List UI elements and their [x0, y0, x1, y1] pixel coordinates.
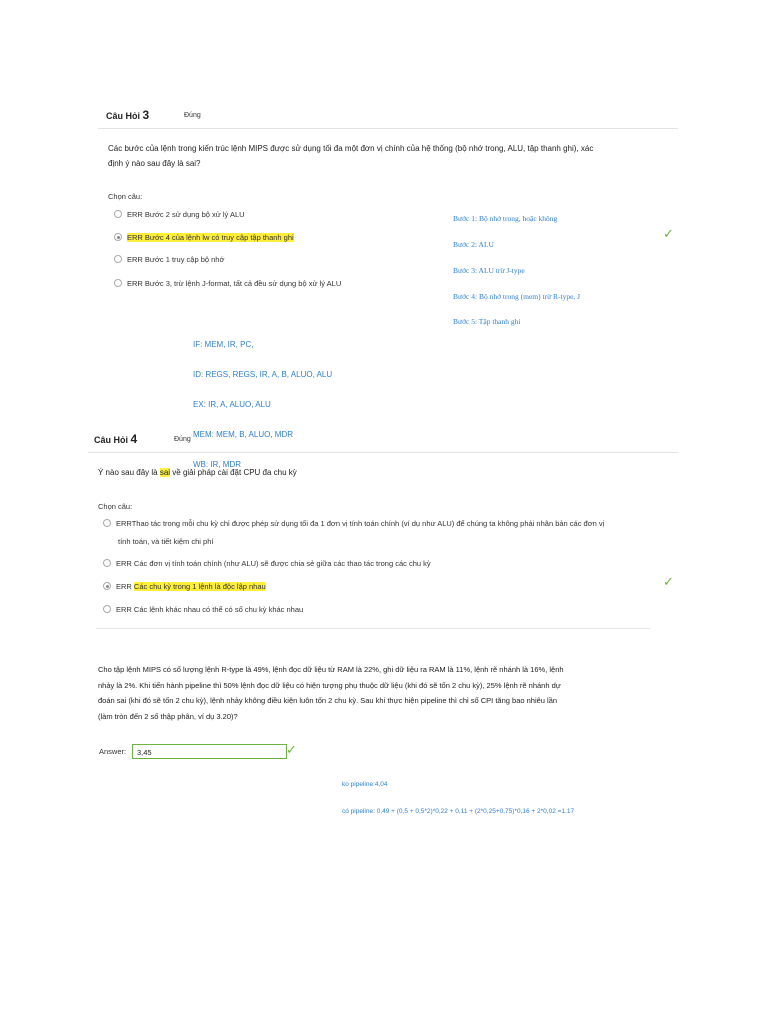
radio-icon[interactable]: [114, 255, 122, 263]
radio-icon[interactable]: [114, 233, 122, 241]
q3-prompt: Chọn câu:: [108, 192, 143, 201]
check-icon: ✓: [286, 742, 297, 757]
q4-option-4[interactable]: ERR Các lệnh khác nhau có thể có số chu kỳ khác nhau: [103, 602, 303, 617]
q4-question-text: Ý nào sau đây là sai về giải pháp cài đặt CPU đa chu kỳ: [98, 468, 297, 477]
q5-note: ko pipeline:4,04 có pipeline: 0,49 + (0,5 + 0,5*2)*0,22 + 0,11 + (2*0,25+0,75)*0,16 + 2*0,02 =1.17: [342, 781, 575, 815]
answer-input[interactable]: 3,45: [132, 744, 287, 759]
q3-header: [98, 100, 678, 129]
q3-option-3[interactable]: ERR Bước 1 truy cập bộ nhớ: [114, 252, 224, 267]
q5-question-text: Cho tập lệnh MIPS có số lượng lệnh R-type là 49%, lệnh đọc dữ liệu từ RAM là 22%, ghi dữ liệu ra RAM là 11%, lệnh rẽ nhánh là 16%, lệnh nhảy là 2%. Khi tiến hành pipeline thì 50% lệnh đọc dữ liệu có hiện tượng phụ thuộc dữ liệu (khi đó sẽ tốn 2 chu kỳ), 25% lệnh rẽ nhánh dự đoán sai (khi đó sẽ tốn 2 chu kỳ), lệnh nhảy không điều kiện luôn tốn 2 chu kỳ. Sau khi thực hiện pipeline thì chỉ số CPI tăng bao nhiêu lần (làm tròn đến 2 số thập phân, ví dụ 3.20)?: [98, 665, 564, 721]
q3-option-4[interactable]: ERR Bước 3, trừ lệnh J-format, tất cả đều sử dụng bộ xử lý ALU: [114, 276, 341, 291]
answer-label: Answer:: [99, 747, 127, 756]
q4-option-1[interactable]: ERRThao tác trong mỗi chu kỳ chỉ được phép sử dụng tối đa 1 đơn vị tính toán chính (ví dụ như ALU) để chúng ta không phải nhân bản các đơn vị tính toán, và tiết kiệm chi phí: [103, 516, 678, 549]
q3-option-2[interactable]: ERR Bước 4 của lệnh lw có truy cập tập thanh ghi: [114, 230, 294, 245]
q4-status: Đúng: [174, 436, 191, 443]
radio-icon[interactable]: [103, 582, 111, 590]
q4-title: Câu Hỏi 4: [94, 432, 138, 446]
q3-note-steps: Bước 1: Bộ nhớ trong, hoặc không Bước 2: ALU Bước 3: ALU trừ J-type Bước 4: Bộ nhớ trong (mem) trừ R-type, J Bước 5: Tập thanh ghi: [453, 214, 581, 327]
q4-option-2[interactable]: ERR Các đơn vị tính toán chính (như ALU) sẽ được chia sẻ giữa các thao tác trong các chu kỳ: [103, 556, 431, 571]
q4-prompt: Chọn câu:: [98, 502, 133, 511]
q4-header: [88, 424, 678, 453]
radio-icon[interactable]: [103, 519, 111, 527]
radio-icon[interactable]: [103, 559, 111, 567]
check-icon: ✓: [663, 226, 674, 241]
check-icon: ✓: [663, 574, 674, 589]
radio-icon[interactable]: [114, 210, 122, 218]
q3-option-1[interactable]: ERR Bước 2 sử dụng bộ xử lý ALU: [114, 207, 245, 222]
q4-option-3[interactable]: ERR Các chu kỳ trong 1 lệnh là độc lập nhau: [103, 579, 266, 594]
divider: [96, 628, 650, 629]
radio-icon[interactable]: [114, 279, 122, 287]
q3-question-text: Các bước của lệnh trong kiến trúc lệnh MIPS được sử dụng tối đa một đơn vị chính của hệ thống (bộ nhớ trong, ALU, tập thanh ghi), xác định ý nào sau đây là sai?: [108, 144, 594, 168]
q3-status: Đúng: [184, 112, 201, 119]
q3-note-stages: IF: MEM, IR, PC, ID: REGS, REGS, IR, A, B, ALUO, ALU EX: IR, A, ALUO, ALU MEM: MEM, B, ALUO, MDR WB: IR, MDR: [193, 340, 333, 469]
radio-icon[interactable]: [103, 605, 111, 613]
q3-title: Câu Hỏi 3: [106, 108, 150, 122]
